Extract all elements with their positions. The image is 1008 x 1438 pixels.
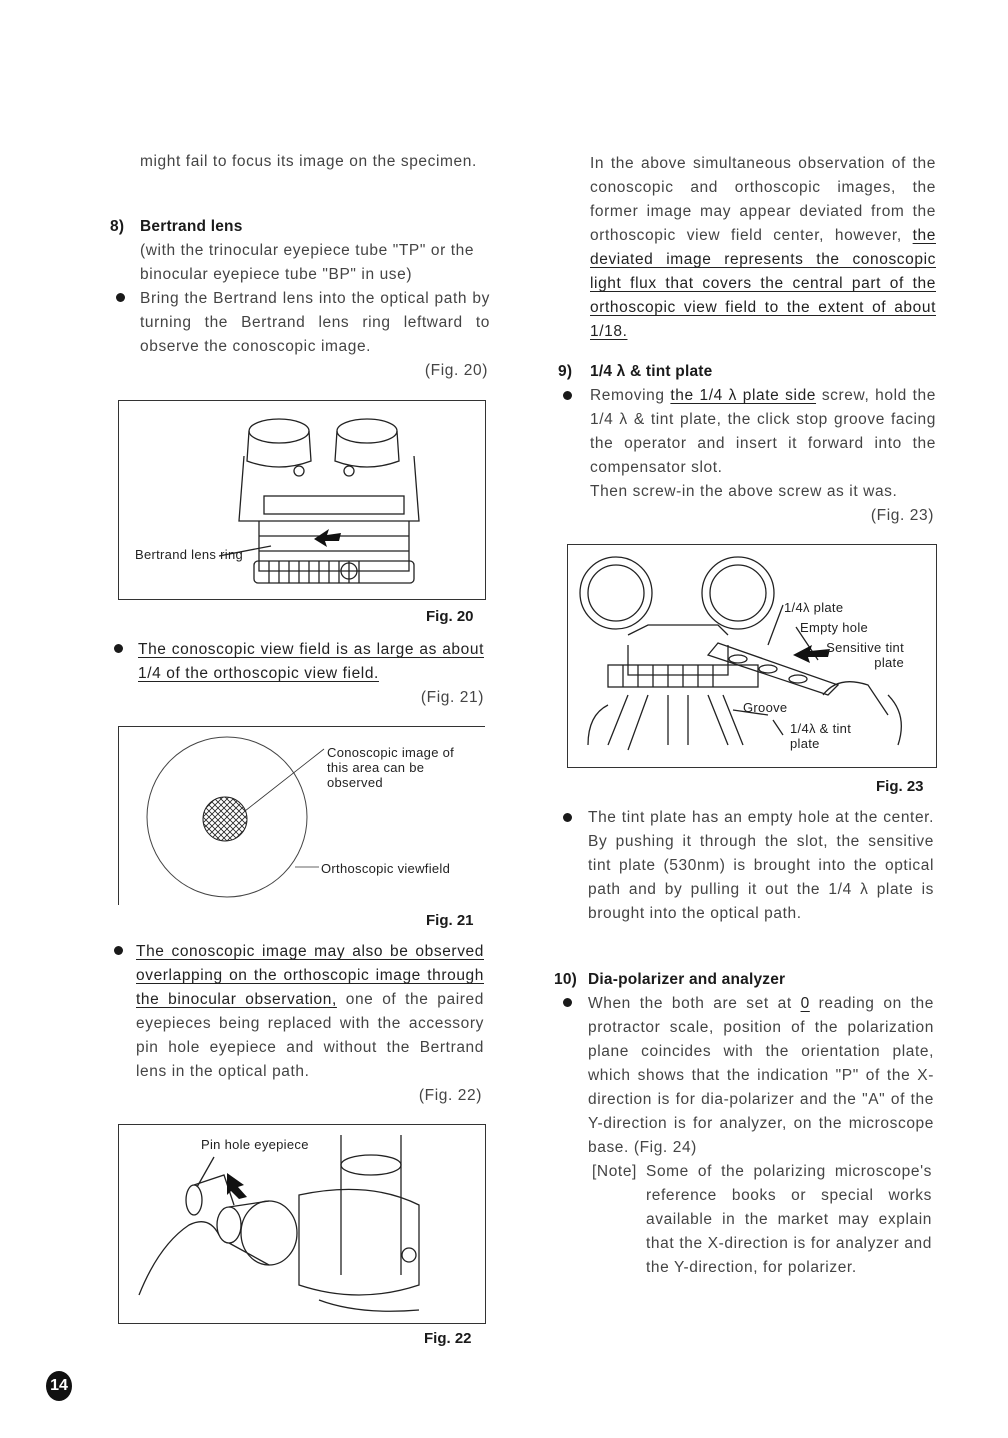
section-9-underlined: the 1/4 λ plate side (670, 387, 817, 404)
pin-hole-eyepiece-illustration (119, 1125, 485, 1323)
fig-23-label-sensitive-tint-plate: Sensitive tint plate (826, 640, 904, 670)
section-8-title: Bertrand lens (140, 218, 243, 235)
fig-20-reference: (Fig. 20) (424, 362, 488, 379)
section-10-text-b: reading on the protractor scale, position of the polarization plane coincides with the orientation plate, which shows that the indication "P" of the X-direction is for dia-polarizer and the "A" of the Y-direction is for analyzer, on the microscope base. (Fig. 24) (588, 995, 934, 1156)
tint-plate-description: The tint plate has an empty hole at the center. By pushing it through the slot, the sensitive tint plate (530nm) is brought into the optical path and by pulling it out the 1/4 λ plate is brought into the optical path. (588, 809, 934, 922)
pinhole-observation-text (136, 940, 484, 1084)
fig-20-caption: Fig. 20 (426, 608, 474, 625)
fig-22-caption: Fig. 22 (424, 1330, 472, 1347)
fig-20-label-bertrand-lens-ring: Bertrand lens ring (135, 547, 244, 562)
figure-23-tint-plate (567, 544, 937, 768)
section-9-screw-in-text: Then screw-in the above screw as it was. (590, 483, 898, 500)
note-text: Some of the polarizing microscope's reference books or special works available in the market may explain that the X-direction is for analyzer and the Y-direction, for polarizer. (646, 1163, 932, 1276)
page-number-badge: 14 (46, 1371, 72, 1401)
intro-text: might fail to focus its image on the specimen. (140, 153, 477, 170)
section-8-note: (with the trinocular eyepiece tube "TP" or the binocular eyepiece tube "BP" in use) (140, 242, 475, 283)
fig-21-caption: Fig. 21 (426, 912, 474, 929)
section-9-title: 1/4 λ & tint plate (590, 363, 713, 380)
simultaneous-observation-plain: In the above simultaneous observation of the conoscopic and orthoscopic images, the former image may appear deviated from the orthoscopic view field center, however, (590, 155, 936, 244)
section-8-number: 8) (110, 218, 125, 235)
section-9-text-b: screw, hold the 1/4 λ & tint plate, the click stop groove facing the operator and insert it forward into the compensator slot. (590, 387, 936, 476)
pinhole-observation-underlined: The conoscopic image may also be observed overlapping on the orthoscopic image through the binocular observation, (136, 943, 484, 1008)
fig-21-label-orthoscopic: Orthoscopic viewfield (321, 861, 451, 876)
bullet-dot (116, 293, 125, 302)
section-10-underlined-zero: 0 (800, 995, 810, 1012)
microscope-trinocular-illustration (119, 401, 485, 599)
figure-22-pin-hole-eyepiece (118, 1124, 486, 1324)
fig-22-label-pin-hole-eyepiece: Pin hole eyepiece (201, 1137, 309, 1152)
fig-23-label-groove: Groove (743, 700, 788, 715)
section-9-text-a: Removing (590, 387, 665, 404)
fig-23-caption: Fig. 23 (876, 778, 924, 795)
bullet-dot (563, 391, 572, 400)
section-10-text-a: When the both are set at (588, 995, 792, 1012)
conoscopic-size-text (138, 638, 484, 686)
section-8-bullet-text: Bring the Bertrand lens into the optical path by turning the Bertrand lens ring leftward to observe the conoscopic image. (140, 290, 490, 355)
fig-23-label-quarter-lambda-tint-plate: 1/4λ & tint plate (790, 721, 852, 751)
pinhole-observation-rest: one of the paired eyepieces being replaced with the accessory pin hole eyepiece and without the Bertrand lens in the optical path. (136, 991, 484, 1080)
section-9-bullet-text (590, 384, 936, 480)
bullet-dot (114, 644, 123, 653)
fig-22-reference: (Fig. 22) (418, 1087, 482, 1104)
figure-20-microscope-bertrand-lens (118, 400, 486, 600)
section-9-number: 9) (558, 363, 573, 380)
bullet-dot (114, 946, 123, 955)
bullet-dot (563, 813, 572, 822)
section-10-bullet-text (588, 992, 934, 1160)
note-tag: [Note] (592, 1163, 637, 1180)
fig-21-reference: (Fig. 21) (420, 689, 484, 706)
fig-21-label-conoscopic: Conoscopic image of this area can be observed (327, 745, 455, 790)
section-10-title: Dia-polarizer and analyzer (588, 971, 786, 988)
fig-23-reference: (Fig. 23) (870, 507, 934, 524)
fig-23-label-empty-hole: Empty hole (800, 620, 869, 635)
section-10-number: 10) (554, 971, 578, 988)
fig-23-label-quarter-lambda-plate: 1/4λ plate (784, 600, 844, 615)
bullet-dot (563, 998, 572, 1007)
figure-21-viewfield-diagram (118, 726, 485, 905)
conoscopic-size-underlined: The conoscopic view field is as large as about 1/4 of the orthoscopic view field. (138, 641, 484, 682)
simultaneous-observation-underlined: the deviated image represents the conoscopic light flux that covers the central part of the orthoscopic view field to the extent of about 1/18. (590, 227, 936, 340)
simultaneous-observation-text (590, 152, 936, 344)
